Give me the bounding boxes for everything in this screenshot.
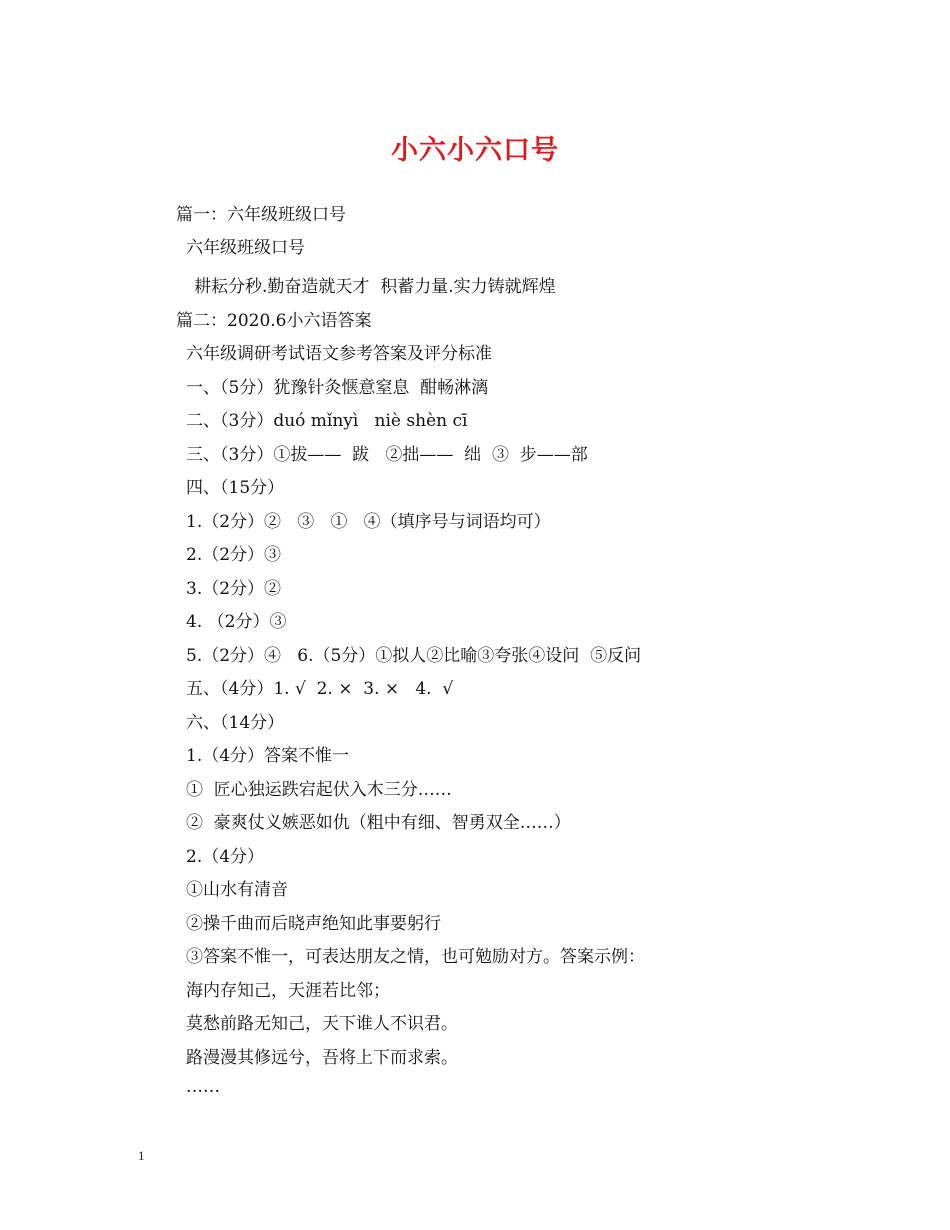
text-line: 篇二：2020.6小六语答案 — [176, 311, 372, 331]
text-line: 篇一：六年级班级口号 — [176, 205, 346, 225]
text-line: 2.（2分）③ — [186, 545, 282, 565]
page-number: 1 — [138, 1148, 145, 1163]
text-line: 3.（2分）② — [186, 579, 282, 599]
text-line: 1.（2分）② ③ ① ④（填序号与词语均可） — [186, 512, 551, 532]
text-line: ②操千曲而后晓声绝知此事要躬行 — [186, 914, 441, 934]
text-line: 5.（2分）④ 6.（5分）①拟人②比喻③夸张④设问 ⑤反问 — [186, 646, 642, 666]
text-line: 耕耘分秒.勤奋造就天才 积蓄力量.实力铸就辉煌 — [194, 277, 556, 297]
document-title: 小六小六口号 — [391, 135, 559, 166]
text-line: 二、（3分）duó mǐnyì niè shèn cī — [186, 411, 468, 431]
text-line: 海内存知己，天涯若比邻； — [186, 981, 390, 1001]
text-line: 六年级调研考试语文参考答案及评分标准 — [186, 344, 492, 364]
text-line: 4. （2分）③ — [186, 612, 287, 632]
text-line: ① 匠心独运跌宕起伏入木三分…… — [186, 780, 452, 800]
text-line: 莫愁前路无知己，天下谁人不识君。 — [186, 1014, 458, 1034]
text-line: ①山水有清音 — [186, 880, 288, 900]
text-line: 一、（5分）犹豫针灸惬意窒息 酣畅淋漓 — [186, 378, 489, 398]
text-line: 六、（14分） — [186, 713, 285, 733]
text-line: 四、（15分） — [186, 478, 285, 498]
text-line: 2.（4分） — [186, 847, 265, 867]
text-line: 三、（3分）①拔—— 跋 ②拙—— 绌 ③ 步——部 — [186, 445, 588, 465]
text-line: 1.（4分）答案不惟一 — [186, 746, 350, 766]
text-line: ③答案不惟一，可表达朋友之情，也可勉励对方。答案示例： — [186, 947, 645, 967]
text-line: 六年级班级口号 — [186, 238, 305, 258]
text-line: 五、（4分）1. √ 2. × 3. × 4. √ — [186, 679, 454, 699]
text-line: 路漫漫其修远兮，吾将上下而求索。 — [186, 1048, 458, 1068]
text-line: …… — [186, 1077, 220, 1097]
text-line: ② 豪爽仗义嫉恶如仇（粗中有细、智勇双全……） — [186, 813, 571, 833]
